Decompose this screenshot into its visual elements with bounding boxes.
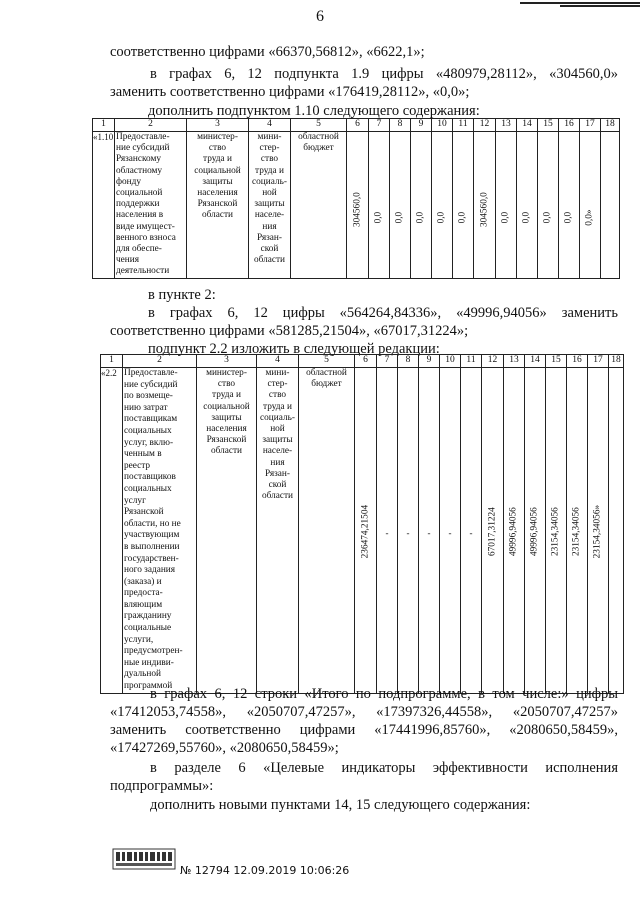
text-line: соответственно цифрами «581285,21504», «67017,31224»; (110, 323, 469, 339)
value-cell: 236474,21504 (359, 504, 370, 559)
value-cell: 49996,94056 (529, 507, 540, 557)
page-number: 6 (316, 8, 324, 25)
text-line: «17412053,74558», «2050707,47257», «17397326,44558», «2050707,47257» (110, 704, 618, 720)
value-cell: 0,0 (373, 211, 384, 224)
value-cell: 23154,34056» (592, 504, 603, 559)
value-cell: - (427, 528, 431, 538)
value-cell: - (448, 528, 452, 538)
row-number: «1.10 (93, 132, 115, 279)
value-cell: 0,0 (394, 211, 405, 224)
funding-source-cell: областной бюджет (299, 368, 355, 694)
value-cell: 0,0 (542, 211, 553, 224)
text-line: заменить соответственно цифрами «17441996,85760», «2080650,58459», (110, 722, 618, 738)
value-cell: 0,0» (584, 209, 595, 226)
value-cell: 0,0 (436, 211, 447, 224)
text-line: в графах 6, 12 подпункта 1.9 цифры «480979,28112», «304560,0» (150, 66, 618, 82)
value-cell: 23154,34056 (550, 507, 561, 557)
text-line: подпункт 2.2 изложить в следующей редакции: (148, 341, 440, 357)
value-cell: 0,0 (415, 211, 426, 224)
value-cell: 0,0 (500, 211, 511, 224)
value-cell: 67017,31224 (486, 507, 497, 557)
value-cell: - (469, 528, 473, 538)
header-row: 1 2 3 4 5 6 7 8 9 10 11 12 13 14 15 16 17 18 (101, 355, 624, 368)
registration-footer: № 12794 12.09.2019 10:06:26 (180, 864, 350, 877)
text-line: заменить соответственно цифрами «176419,28112», «0,0»; (110, 84, 470, 100)
value-cell: 49996,94056 (508, 507, 519, 557)
text-line: в пункте 2: (148, 287, 216, 303)
text-line: в графах 6, 12 строки «Итого по подпрограмме, в том числе:» цифры (150, 686, 618, 702)
executor-cell: министер- ство труда и социальной защиты населения Рязанской области (187, 132, 249, 279)
description-cell: Предоставле- ние субсидий по возмеще- нию затрат поставщикам социальных услуг, вклю- ченным в реестр поставщиков социальных услуг Рязанской области, но не участвующим в выполнении государствен- ного задания (заказа) и предоста- вляющим гражданину социальные услуги, предусмотрен- ные индиви- дуальной программой (123, 368, 197, 694)
text-line: в графах 6, 12 цифры «564264,84336», «49996,94056» заменить (148, 305, 618, 321)
table-row (93, 132, 620, 279)
text-line: «17427269,55760», «2080650,58459»; (110, 740, 339, 756)
coordinator-cell: мини- стер- ство труда и социаль- ной защиты населе- ния Рязан- ской области (249, 132, 291, 279)
text-line: подпрограммы»: (110, 778, 214, 794)
table-row (101, 368, 624, 694)
value-cell: 0,0 (457, 211, 468, 224)
value-cell: 23154,34056 (571, 507, 582, 557)
text-line: дополнить новыми пунктами 14, 15 следующего содержания: (150, 797, 531, 813)
scan-artifact (500, 0, 640, 8)
executor-cell: министер- ство труда и социальной защиты населения Рязанской области (197, 368, 257, 694)
table-subpoint-2-2 (100, 354, 624, 694)
value-cell: 304560,0 (478, 192, 489, 228)
coordinator-cell: мини- стер- ство труда и социаль- ной защиты населе- ния Рязан- ской области (257, 368, 299, 694)
value-cell: - (406, 528, 410, 538)
text-line: в разделе 6 «Целевые индикаторы эффективности исполнения (150, 760, 618, 776)
header-row: 1 2 3 4 5 6 7 8 9 10 11 12 13 14 15 16 17 18 (93, 119, 620, 132)
text-line: соответственно цифрами «66370,56812», «6622,1»; (110, 44, 425, 60)
text-line: дополнить подпунктом 1.10 следующего содержания: (148, 103, 480, 119)
funding-source-cell: областной бюджет (291, 132, 347, 279)
value-cell: 0,0 (563, 211, 574, 224)
description-cell: Предоставле- ние субсидий Рязанскому областному фонду социальной поддержки населения в виде имущест- венного взноса для обеспе- чения деятельности (115, 132, 187, 279)
value-cell: - (385, 528, 389, 538)
value-cell: 0,0 (521, 211, 532, 224)
row-number: «2.2 (101, 368, 123, 694)
value-cell: 304560,0 (351, 192, 362, 228)
barcode-stamp-icon (112, 848, 176, 870)
table-subpoint-1-10 (92, 118, 620, 279)
